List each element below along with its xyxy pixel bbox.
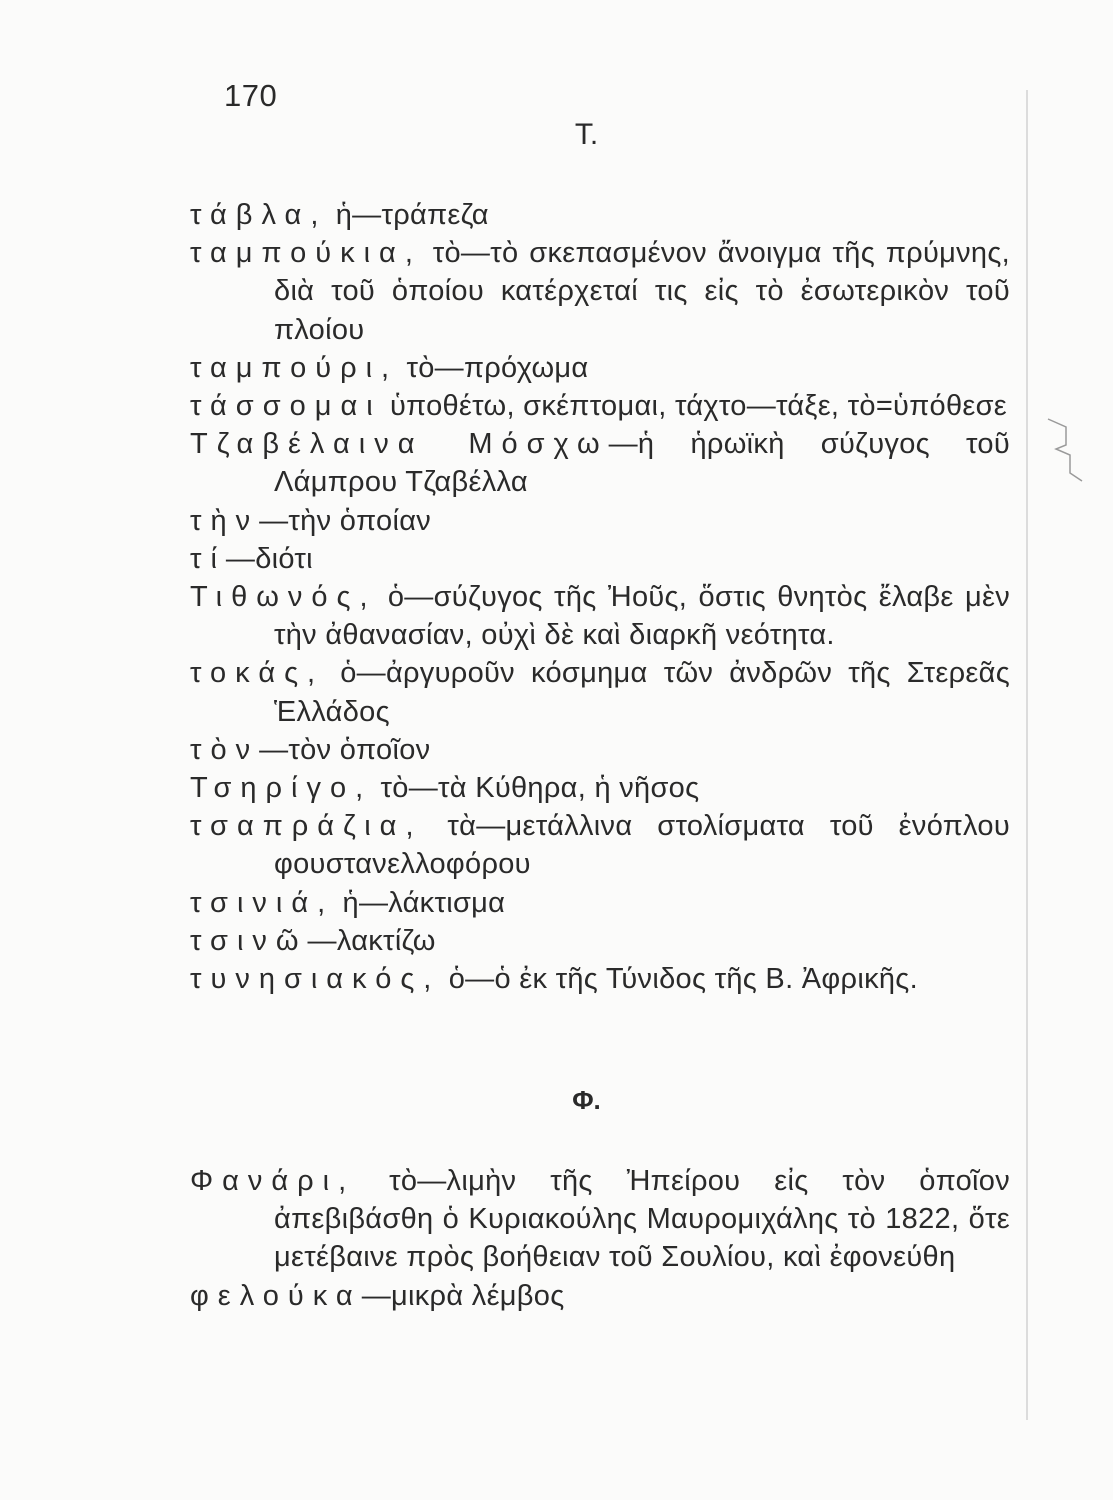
glossary-entry: [190, 731, 1010, 769]
entry-definition: τὸ—λιμὴν τῆς Ἠπείρου εἰς τὸν ὁποῖον ἀπεβιβάσθη ὁ Κυριακούλης Μαυρομιχάλης τὸ 1822, ὅτε μετέβαινε πρὸς βοήθειαν τοῦ Σουλίου, καὶ ἐφονεύθη: [274, 1165, 1010, 1274]
glossary-entry: [190, 578, 1010, 654]
glossary-entry: [190, 807, 1010, 883]
glossary-entry: [190, 234, 1010, 349]
entry-definition: τὸ—πρόχωμα: [398, 351, 589, 384]
entry-term: τάσσομαι: [190, 390, 382, 423]
entry-term: Τιθωνός,: [190, 581, 377, 614]
entry-term: Τσηρίγο,: [190, 772, 373, 805]
entry-definition: ἡ—λάκτισμα: [334, 886, 506, 919]
entry-term: τάβλα,: [190, 199, 328, 231]
glossary-entry: [190, 540, 1010, 578]
entry-definition: —τὴν ὁποίαν: [259, 504, 432, 537]
entry-definition: —ἡ ἡρωϊκὴ σύζυγος τοῦ Λάμπρου Τζαβέλλα: [274, 428, 1010, 499]
glossary-entry: [190, 425, 1010, 501]
entry-term: Φανάρι,: [190, 1165, 356, 1197]
section-heading-tau: Τ.: [574, 118, 599, 151]
entry-term: τὸν: [190, 733, 260, 766]
entry-term: τί: [190, 542, 226, 575]
glossary-entry: [190, 349, 1010, 387]
entry-definition: —λακτίζω: [307, 924, 436, 957]
entry-definition: ἡ—τράπεζα: [327, 199, 489, 231]
entry-definition: τὰ—μετάλλινα στολίσματα τοῦ ἐνόπλου φουστανελλοφόρου: [274, 810, 1010, 881]
glossary-entry: [190, 1162, 1010, 1277]
glossary-entry: [190, 884, 1010, 922]
section-heading-phi: Φ.: [572, 1085, 601, 1115]
entry-definition: —διότι: [225, 542, 313, 575]
page-edge-shadow: [1026, 90, 1028, 1420]
entry-definition: —τὸν ὁποῖον: [259, 733, 431, 766]
bookmark-squiggle-icon: [1046, 415, 1086, 485]
entry-term: τοκάς,: [190, 657, 325, 690]
entry-term: τσινιά,: [190, 886, 335, 919]
entry-term: τσαπράζια,: [190, 810, 423, 843]
entry-definition: ὑποθέτω, σκέπτομαι, τάχτο—τάξε, τὸ=ὑπόθεσε: [381, 390, 1008, 423]
entry-term: ταμπούρι,: [190, 351, 399, 384]
glossary-entry: [190, 196, 1010, 234]
entry-term: ταμπούκια,: [190, 237, 422, 270]
entry-definition: τὸ—τὰ Κύθηρα, ἡ νῆσος: [372, 772, 700, 805]
glossary-entry: [190, 654, 1010, 730]
entry-term: τὴν: [190, 504, 260, 537]
entry-definition: ὁ—ἀργυροῦν κόσμημα τῶν ἀνδρῶν τῆς Στερεᾶς Ἑλλάδος: [274, 657, 1010, 728]
entry-term: φελούκα: [190, 1279, 362, 1312]
entry-definition: —μικρὰ λέμβος: [361, 1279, 565, 1312]
glossary-entry: [190, 769, 1010, 807]
entry-definition: ὁ—σύζυγος τῆς Ἠοῦς, ὅστις θνητὸς ἔλαβε μὲν τὴν ἀθανασίαν, οὐχὶ δὲ καὶ διαρκῆ νεότητα.: [274, 581, 1010, 652]
entry-term: Τζαβέλαινα Μόσχω: [190, 428, 609, 461]
glossary-section-tau: [190, 196, 1010, 998]
entry-definition: ὁ—ὁ ἐκ τῆς Τύνιδος τῆς Β. Ἀφρικῆς.: [440, 963, 918, 996]
glossary-section-phi: [190, 1162, 1010, 1315]
entry-term: τυνησιακός,: [190, 963, 441, 996]
glossary-entry: [190, 960, 1010, 998]
glossary-entry: [190, 387, 1010, 425]
glossary-entry: [190, 1277, 1010, 1315]
entry-definition: τὸ—τὸ σκεπασμένον ἄνοιγμα τῆς πρύμνης, διὰ τοῦ ὁποίου κατέρχεταί τις εἰς τὸ ἐσωτερικὸν τοῦ πλοίου: [274, 237, 1010, 346]
glossary-entry: [190, 502, 1010, 540]
glossary-entry: [190, 922, 1010, 960]
page-number: 170: [224, 78, 278, 113]
entry-term: τσινῶ: [190, 924, 308, 957]
